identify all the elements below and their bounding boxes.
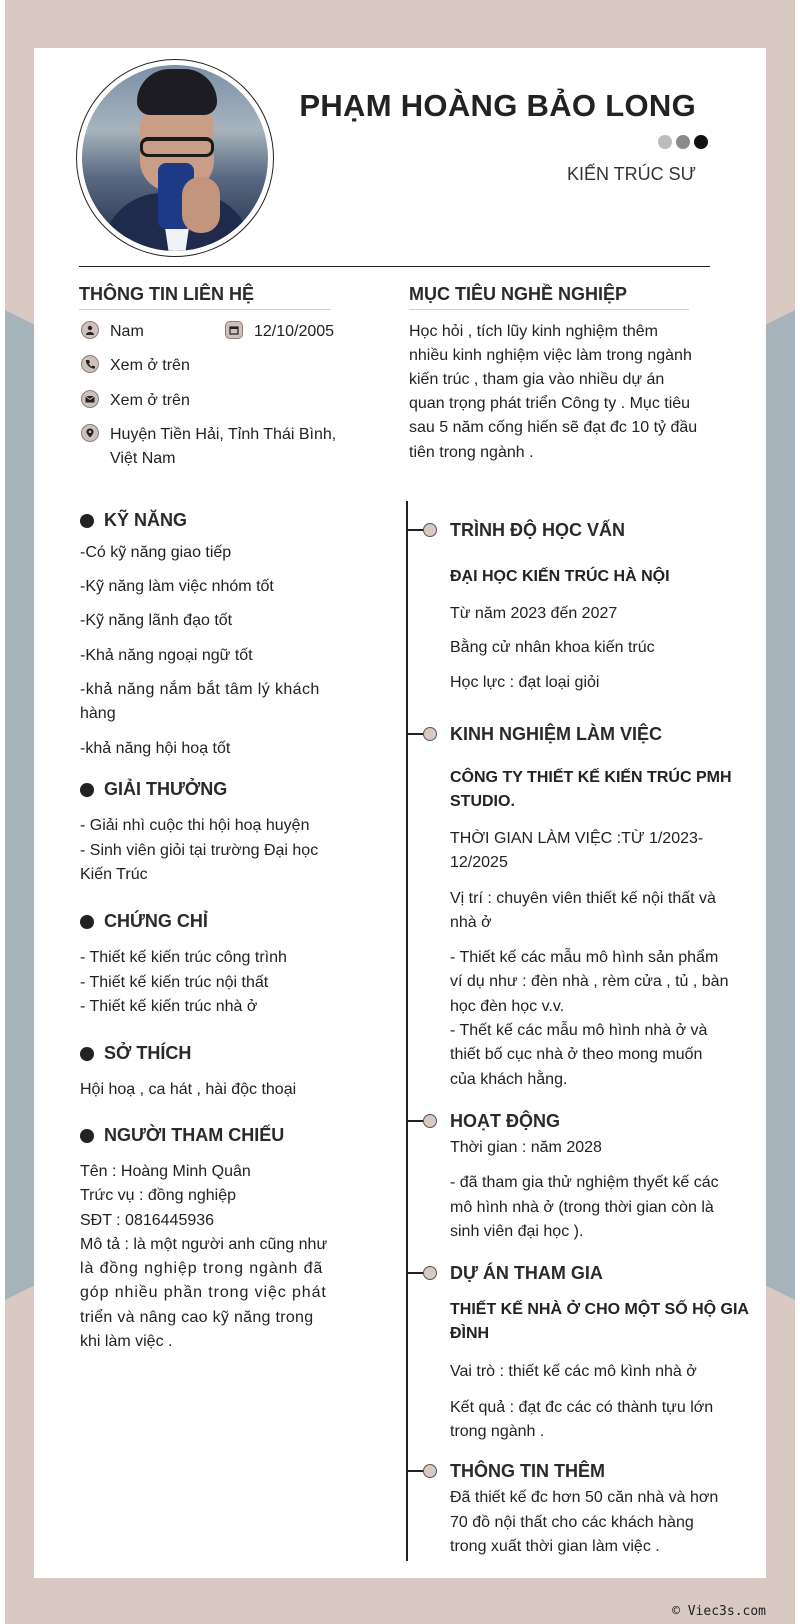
- location-icon: [81, 424, 99, 442]
- header-divider: [79, 266, 710, 267]
- work-period-line: 12/2025: [450, 854, 508, 871]
- timeline-tick: [406, 529, 424, 531]
- person-icon: [81, 321, 99, 339]
- activities-heading: HOẠT ĐỘNG: [450, 1111, 560, 1131]
- phone-icon: [81, 355, 99, 373]
- duty-line: học đèn học v.v.: [450, 998, 565, 1015]
- duty-line: - Thiết kế các mẫu mô hình sản phẩm: [450, 949, 719, 966]
- skill-item: -khả năng hội hoạ tốt: [80, 740, 231, 757]
- photo-hand: [182, 177, 220, 233]
- additional-line: Đã thiết kế đc hơn 50 căn nhà và hơn: [450, 1489, 719, 1506]
- timeline-node: [423, 1114, 437, 1128]
- hobbies-heading: SỞ THÍCH: [104, 1043, 192, 1063]
- additional-line: trong xuất thời gian làm việc .: [450, 1538, 660, 1555]
- hobbies-text: Hội hoạ , ca hát , hài độc thoại: [80, 1081, 297, 1098]
- reference-line: là đồng nghiệp trong ngành đã: [80, 1260, 324, 1277]
- skill-item-continued: hàng: [80, 705, 116, 722]
- award-line: - Sinh viên giỏi tại trường Đại học: [80, 842, 319, 859]
- timeline-tick: [406, 733, 424, 735]
- profile-photo: [76, 59, 274, 257]
- mail-icon: [81, 390, 99, 408]
- address-line-2: Việt Nam: [110, 450, 176, 467]
- timeline-node: [423, 727, 437, 741]
- location-icon-glyph: [85, 428, 95, 438]
- reference-line: khi làm việc .: [80, 1333, 173, 1350]
- reference-line: Tên : Hoàng Minh Quân: [80, 1163, 251, 1180]
- certificates-heading: CHỨNG CHỈ: [104, 911, 208, 931]
- decor-dots: [658, 135, 708, 149]
- references-heading: NGƯỜI THAM CHIẾU: [104, 1125, 285, 1145]
- company-line: STUDIO.: [450, 793, 515, 810]
- skill-item: -Kỹ năng lãnh đạo tốt: [80, 612, 233, 629]
- skills-heading: KỸ NĂNG: [104, 510, 188, 530]
- education-degree: Bằng cử nhân khoa kiến trúc: [450, 639, 655, 656]
- activity-line: - đã tham gia thử nghiệm thyết kế các: [450, 1174, 719, 1191]
- work-period-line: THỜI GIAN LÀM VIỆC :TỪ 1/2023-: [450, 830, 704, 847]
- photo-glasses: [140, 137, 214, 157]
- dot-medium: [676, 135, 690, 149]
- reference-line: Mô tả : là một người anh cũng như: [80, 1236, 328, 1253]
- skills-bullet: [80, 514, 94, 528]
- photo-hair: [137, 69, 217, 115]
- contact-heading: THÔNG TIN LIÊN HỆ: [79, 284, 254, 304]
- timeline-tick: [406, 1272, 424, 1274]
- reference-line: góp nhiều phần trong việc phát: [80, 1284, 327, 1301]
- duty-line: ví dụ như : đèn nhà , rèm cửa , tủ , bàn: [450, 973, 729, 990]
- dot-light: [658, 135, 672, 149]
- timeline-line: [406, 501, 408, 1561]
- objective-line: tiên trong ngành .: [409, 444, 534, 461]
- contact-underline: [79, 309, 331, 310]
- additional-line: 70 đồ nội thất cho các khách hàng: [450, 1514, 694, 1531]
- objective-line: quan trọng phát triển Công ty . Mục tiêu: [409, 395, 691, 412]
- objective-line: sau 5 năm cống hiến sẽ đạt đc 10 tỷ đầu: [409, 419, 698, 436]
- activity-line: mô hình nhà ở (trong thời gian còn là: [450, 1199, 714, 1216]
- activity-time: Thời gian : năm 2028: [450, 1139, 602, 1156]
- birthdate-value: 12/10/2005: [254, 323, 335, 340]
- experience-heading: KINH NGHIỆM LÀM VIỆC: [450, 724, 663, 744]
- skill-item: -Kỹ năng làm việc nhóm tốt: [80, 578, 274, 595]
- reference-line: Trức vụ : đồng nghiệp: [80, 1187, 236, 1204]
- objective-line: kiến trúc , tham gia vào nhiều dự án: [409, 371, 665, 388]
- footer-credit: © Viec3s.com: [672, 1604, 766, 1619]
- email-value: Xem ở trên: [110, 392, 190, 409]
- reference-line: SĐT : 0816445936: [80, 1212, 215, 1229]
- gender-value: Nam: [110, 323, 144, 340]
- timeline-node: [423, 523, 437, 537]
- phone-value: Xem ở trên: [110, 357, 190, 374]
- education-heading: TRÌNH ĐỘ HỌC VẤN: [450, 520, 625, 540]
- duty-line: thiết bố cục nhà ở theo mong muốn: [450, 1046, 703, 1063]
- project-title-line: ĐÌNH: [450, 1325, 490, 1342]
- company-line: CÔNG TY THIẾT KẾ KIẾN TRÚC PMH: [450, 769, 732, 786]
- awards-bullet: [80, 783, 94, 797]
- skill-item: -Khả năng ngoại ngữ tốt: [80, 647, 253, 664]
- mail-icon-glyph: [85, 394, 95, 404]
- address-line-1: Huyện Tiền Hải, Tỉnh Thái Bình,: [110, 426, 337, 443]
- objective-heading: MỤC TIÊU NGHỀ NGHIỆP: [409, 284, 628, 304]
- education-grade: Học lực : đạt loại giỏi: [450, 674, 600, 691]
- objective-line: nhiều kinh nghiệm việc làm trong ngành: [409, 347, 692, 364]
- profile-photo-image: [82, 65, 268, 251]
- skill-item: -Có kỹ năng giao tiếp: [80, 544, 232, 561]
- certificate-line: - Thiết kế kiến trúc công trình: [80, 949, 287, 966]
- calendar-icon: [225, 321, 243, 339]
- objective-line: Học hỏi , tích lũy kinh nghiệm thêm: [409, 323, 659, 340]
- project-title-line: THIẾT KẾ NHÀ Ở CHO MỘT SỐ HỘ GIA: [450, 1301, 749, 1318]
- award-line: - Giải nhì cuộc thi hội hoạ huyện: [80, 817, 310, 834]
- projects-heading: DỰ ÁN THAM GIA: [450, 1263, 603, 1283]
- certificate-line: - Thiết kế kiến trúc nhà ở: [80, 998, 258, 1015]
- education-period: Từ năm 2023 đến 2027: [450, 605, 618, 622]
- certificates-bullet: [80, 915, 94, 929]
- timeline-tick: [406, 1120, 424, 1122]
- timeline-node: [423, 1266, 437, 1280]
- additional-heading: THÔNG TIN THÊM: [450, 1461, 605, 1481]
- school-name: ĐẠI HỌC KIẾN TRÚC HÀ NỘI: [450, 568, 670, 585]
- calendar-icon-glyph: [229, 325, 239, 335]
- hobbies-bullet: [80, 1047, 94, 1061]
- phone-icon-glyph: [85, 359, 95, 369]
- timeline-tick: [406, 1470, 424, 1472]
- project-role: Vai trò : thiết kế các mô kình nhà ở: [450, 1363, 697, 1380]
- skill-item: -khả năng nắm bắt tâm lý khách: [80, 681, 320, 698]
- position-line: nhà ở: [450, 914, 492, 931]
- project-result-line: Kết quả : đạt đc các có thành tựu lớn: [450, 1399, 714, 1416]
- project-result-line: trong ngành .: [450, 1423, 545, 1440]
- dot-dark: [694, 135, 708, 149]
- candidate-name: PHẠM HOÀNG BẢO LONG: [299, 88, 696, 123]
- award-line: Kiến Trúc: [80, 866, 148, 883]
- references-bullet: [80, 1129, 94, 1143]
- reference-line: triển và nâng cao kỹ năng trong: [80, 1309, 314, 1326]
- objective-underline: [409, 309, 689, 310]
- person-icon-glyph: [85, 325, 95, 335]
- position-line: Vị trí : chuyên viên thiết kế nội thất và: [450, 890, 716, 907]
- duty-line: - Thết kế các mẫu mô hình nhà ở và: [450, 1022, 708, 1039]
- job-title: KIẾN TRÚC SƯ: [566, 164, 696, 184]
- duty-line: của khách hằng.: [450, 1071, 568, 1088]
- timeline-node: [423, 1464, 437, 1478]
- certificate-line: - Thiết kế kiến trúc nội thất: [80, 974, 269, 991]
- awards-heading: GIẢI THƯỞNG: [104, 779, 228, 799]
- activity-line: sinh viên đại học ).: [450, 1223, 584, 1240]
